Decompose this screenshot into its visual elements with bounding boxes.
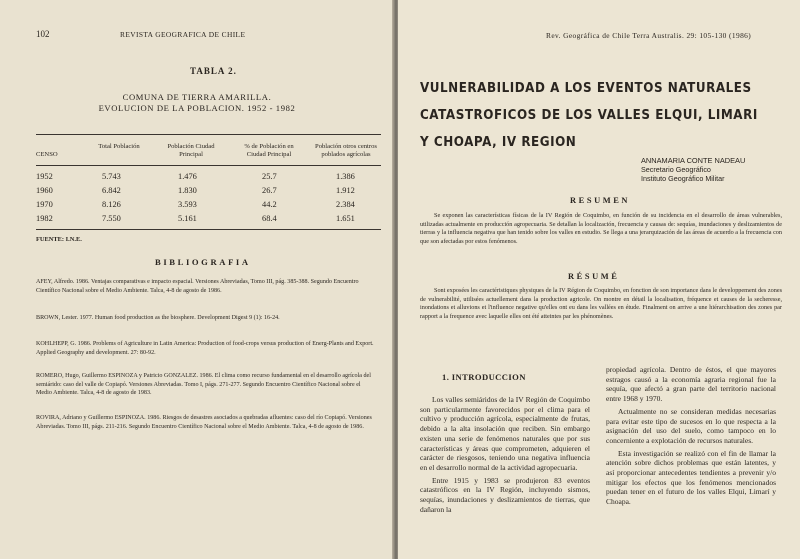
table-cell: 6.842 (102, 186, 121, 195)
table-top-rule (36, 134, 381, 135)
resume-heading: RÉSUMÉ (568, 272, 620, 281)
body-paragraph: Esta investigación se realizó con el fin de llamar la atención sobre dichos problemas que están latentes, y así proporcionar antecedentes tendientes a prevenir y/o mitigar los efectos que los fenómenos mencionados puedan tener en el futuro de los valles Elqui, Limarí y Choapa. (606, 448, 776, 507)
body-column-right (606, 365, 776, 510)
header-censo: CENSO (36, 151, 58, 158)
table-subtitle-2: EVOLUCION DE LA POBLACION. 1952 - 1982 (98, 103, 296, 113)
table-cell: 1.476 (178, 172, 197, 181)
author-name: ANNAMARIA CONTE NADEAU (641, 156, 746, 165)
table-cell: 1960 (36, 186, 53, 195)
header-otros: Población otros centros poblados agrícolas (315, 143, 377, 158)
reference-item: BROWN, Lester. 1977. Human food production as the biosphere. Development Digest 9 (1): 16-24. (36, 315, 280, 321)
table-cell: 1952 (36, 172, 53, 181)
header-ciudad: Población Ciudad Principal (167, 143, 215, 158)
section-heading-introduccion: 1. INTRODUCCION (442, 372, 526, 382)
bibliography-title: BIBLIOGRAFIA (155, 257, 251, 267)
right-page (398, 0, 800, 559)
body-column-left (420, 395, 590, 517)
table-cell: 25.7 (262, 172, 277, 181)
table-cell: 68.4 (262, 214, 277, 223)
table-cell: 3.593 (178, 200, 197, 209)
table-cell: 2.384 (336, 200, 355, 209)
reference-item: KOHLHEPP, G. 1986. Problems of Agriculture in Latin America: Production of food-crops versus production of Energ-Plants and Export. Applied Geography and development. 27: 80-92. (36, 341, 374, 356)
table-cell: 8.126 (102, 200, 121, 209)
table-label: TABLA 2. (190, 66, 237, 76)
reference-item: ROMERO, Hugo, Guillermo ESPINOZA y Patricio GONZALEZ. 1986. El clima como recurso fundamental en el desarrollo agrícola del semiárido: caso del valle de Copiapó. Versiones Abreviadas. Tomo I, págs. 271-277. Segundo Encuentro Científico Nacional sobre el Medio Ambiente. Talca, 4-8 de agosto de 1983. (36, 373, 371, 397)
running-head-left: REVISTA GEOGRAFICA DE CHILE (120, 30, 246, 39)
table-cell: 1.912 (336, 186, 355, 195)
header-total: Total Población (98, 143, 140, 150)
body-paragraph: Los valles semiáridos de la IV Región de Coquimbo son particularmente favorecidos por el clima para el cultivo y producción agrícola, especialmente de frutas, debido a la alta insolación que reciben. Sin embargo existen una serie de fenómenos naturales que por sus características y áreas que comprometen, adquieren el carácter de riesgosos, teniendo una negativa influencia en el desarrollo normal de la actividad agropecuaria. (420, 395, 590, 472)
header-pct: % de Población en Ciudad Principal (244, 143, 294, 158)
table-cell: 7.550 (102, 214, 121, 223)
author-affiliation: Instituto Geográfico Militar (641, 174, 725, 183)
resumen-heading: RESUMEN (570, 196, 631, 205)
resume-text: Sont exposées les caractéristiques physiques de la IV Région de Coquimbo, en fonction de son importance dans le developpement des zones de vulnerabilité, utilisées actuellement dans la production agricole. On montre en détail la localisation, fréquence et causes de la secheresse, inondations et alluvions et l'influence negative qu'elles ont eu dans les vallées en étude. Finalment on arrive a une hiérarchisation des zones par rapport a la frequence avec laquelle elles ont été atteintes par les phénomènes. (420, 287, 782, 320)
table-cell: 1.651 (336, 214, 355, 223)
table-header-rule (36, 165, 381, 166)
body-paragraph: propiedad agrícola. Dentro de éstos, el que mayores estragos causó a la economía agraria regional fue la sequía, que afectó a gran parte del territorio nacional entre 1968 y 1970. (606, 365, 776, 404)
reference-item: AFEY, Alfredo. 1986. Ventajas comparativas e impacto espacial. Versiones Abreviadas, Tomo III, pág. 385-388. Segundo Encuentro Científico Nacional sobre el Medio Ambiente. Talca, 4-8 de agosto de 1986. (36, 279, 359, 294)
table-cell: 26.7 (262, 186, 277, 195)
article-title-line: Y CHOAPA, IV REGION (420, 134, 577, 150)
resumen-text: Se exponen las características físicas de la IV Región de Coquimbo, en función de su incidencia en el desarrollo de áreas vulnerables, utilizadas actualmente en producción agropecuaria. Se detallan la localización, frecuencia y causas de: sequías, inundaciones y deslizamientos de tierras y la influencia negativa que han tenido sobre los valles en estudio. Se llega a una jerarquización de las áreas de acuerdo a la frecuencia con que son afectadas por estos fenómenos. (420, 212, 782, 245)
running-head-right: Rev. Geográfica de Chile Terra Australis. 29: 105-130 (1986) (546, 31, 752, 40)
table-cell: 5.161 (178, 214, 197, 223)
table-cell: 1982 (36, 214, 53, 223)
table-cell: 1.386 (336, 172, 355, 181)
body-paragraph: Actualmente no se consideran medidas necesarias para evitar este tipo de sucesos en lo que respecta a la asignación del uso del suelo, como tampoco en lo concerniente a explotación de recursos naturales. (606, 406, 776, 445)
table-cell: 44.2 (262, 200, 277, 209)
article-title-line: CATASTROFICOS DE LOS VALLES ELQUI, LIMARI (420, 107, 758, 123)
table-cell: 1970 (36, 200, 53, 209)
left-page (0, 0, 394, 559)
reference-item: ROVIRA, Adriano y Guillermo ESPINOZA. 1986. Riesgos de desastres asociados a quebradas afluentes: caso del río Copiapó. Versiones Abreviadas. Tomo III, págs. 211-216. Segundo Encuentro Científico Nacional sobre el Medio Ambiente. Talca, 4-8 de agosto de 1986. (36, 415, 372, 430)
page-number: 102 (36, 29, 50, 39)
article-title-line: VULNERABILIDAD A LOS EVENTOS NATURALES (420, 80, 752, 96)
table-cell: 5.743 (102, 172, 121, 181)
body-paragraph: Entre 1915 y 1983 se produjeron 83 eventos catastróficos en la IV Región, incluyendo sismos, sequías, inundaciones y deslizamientos de tierras, que dañaron la (420, 475, 590, 514)
table-subtitle-1: COMUNA DE TIERRA AMARILLA. (122, 92, 272, 102)
author-affiliation: Secretario Geográfico (641, 165, 711, 174)
table-source: FUENTE: I.N.E. (36, 236, 82, 243)
table-bottom-rule (36, 229, 381, 230)
table-cell: 1.830 (178, 186, 197, 195)
